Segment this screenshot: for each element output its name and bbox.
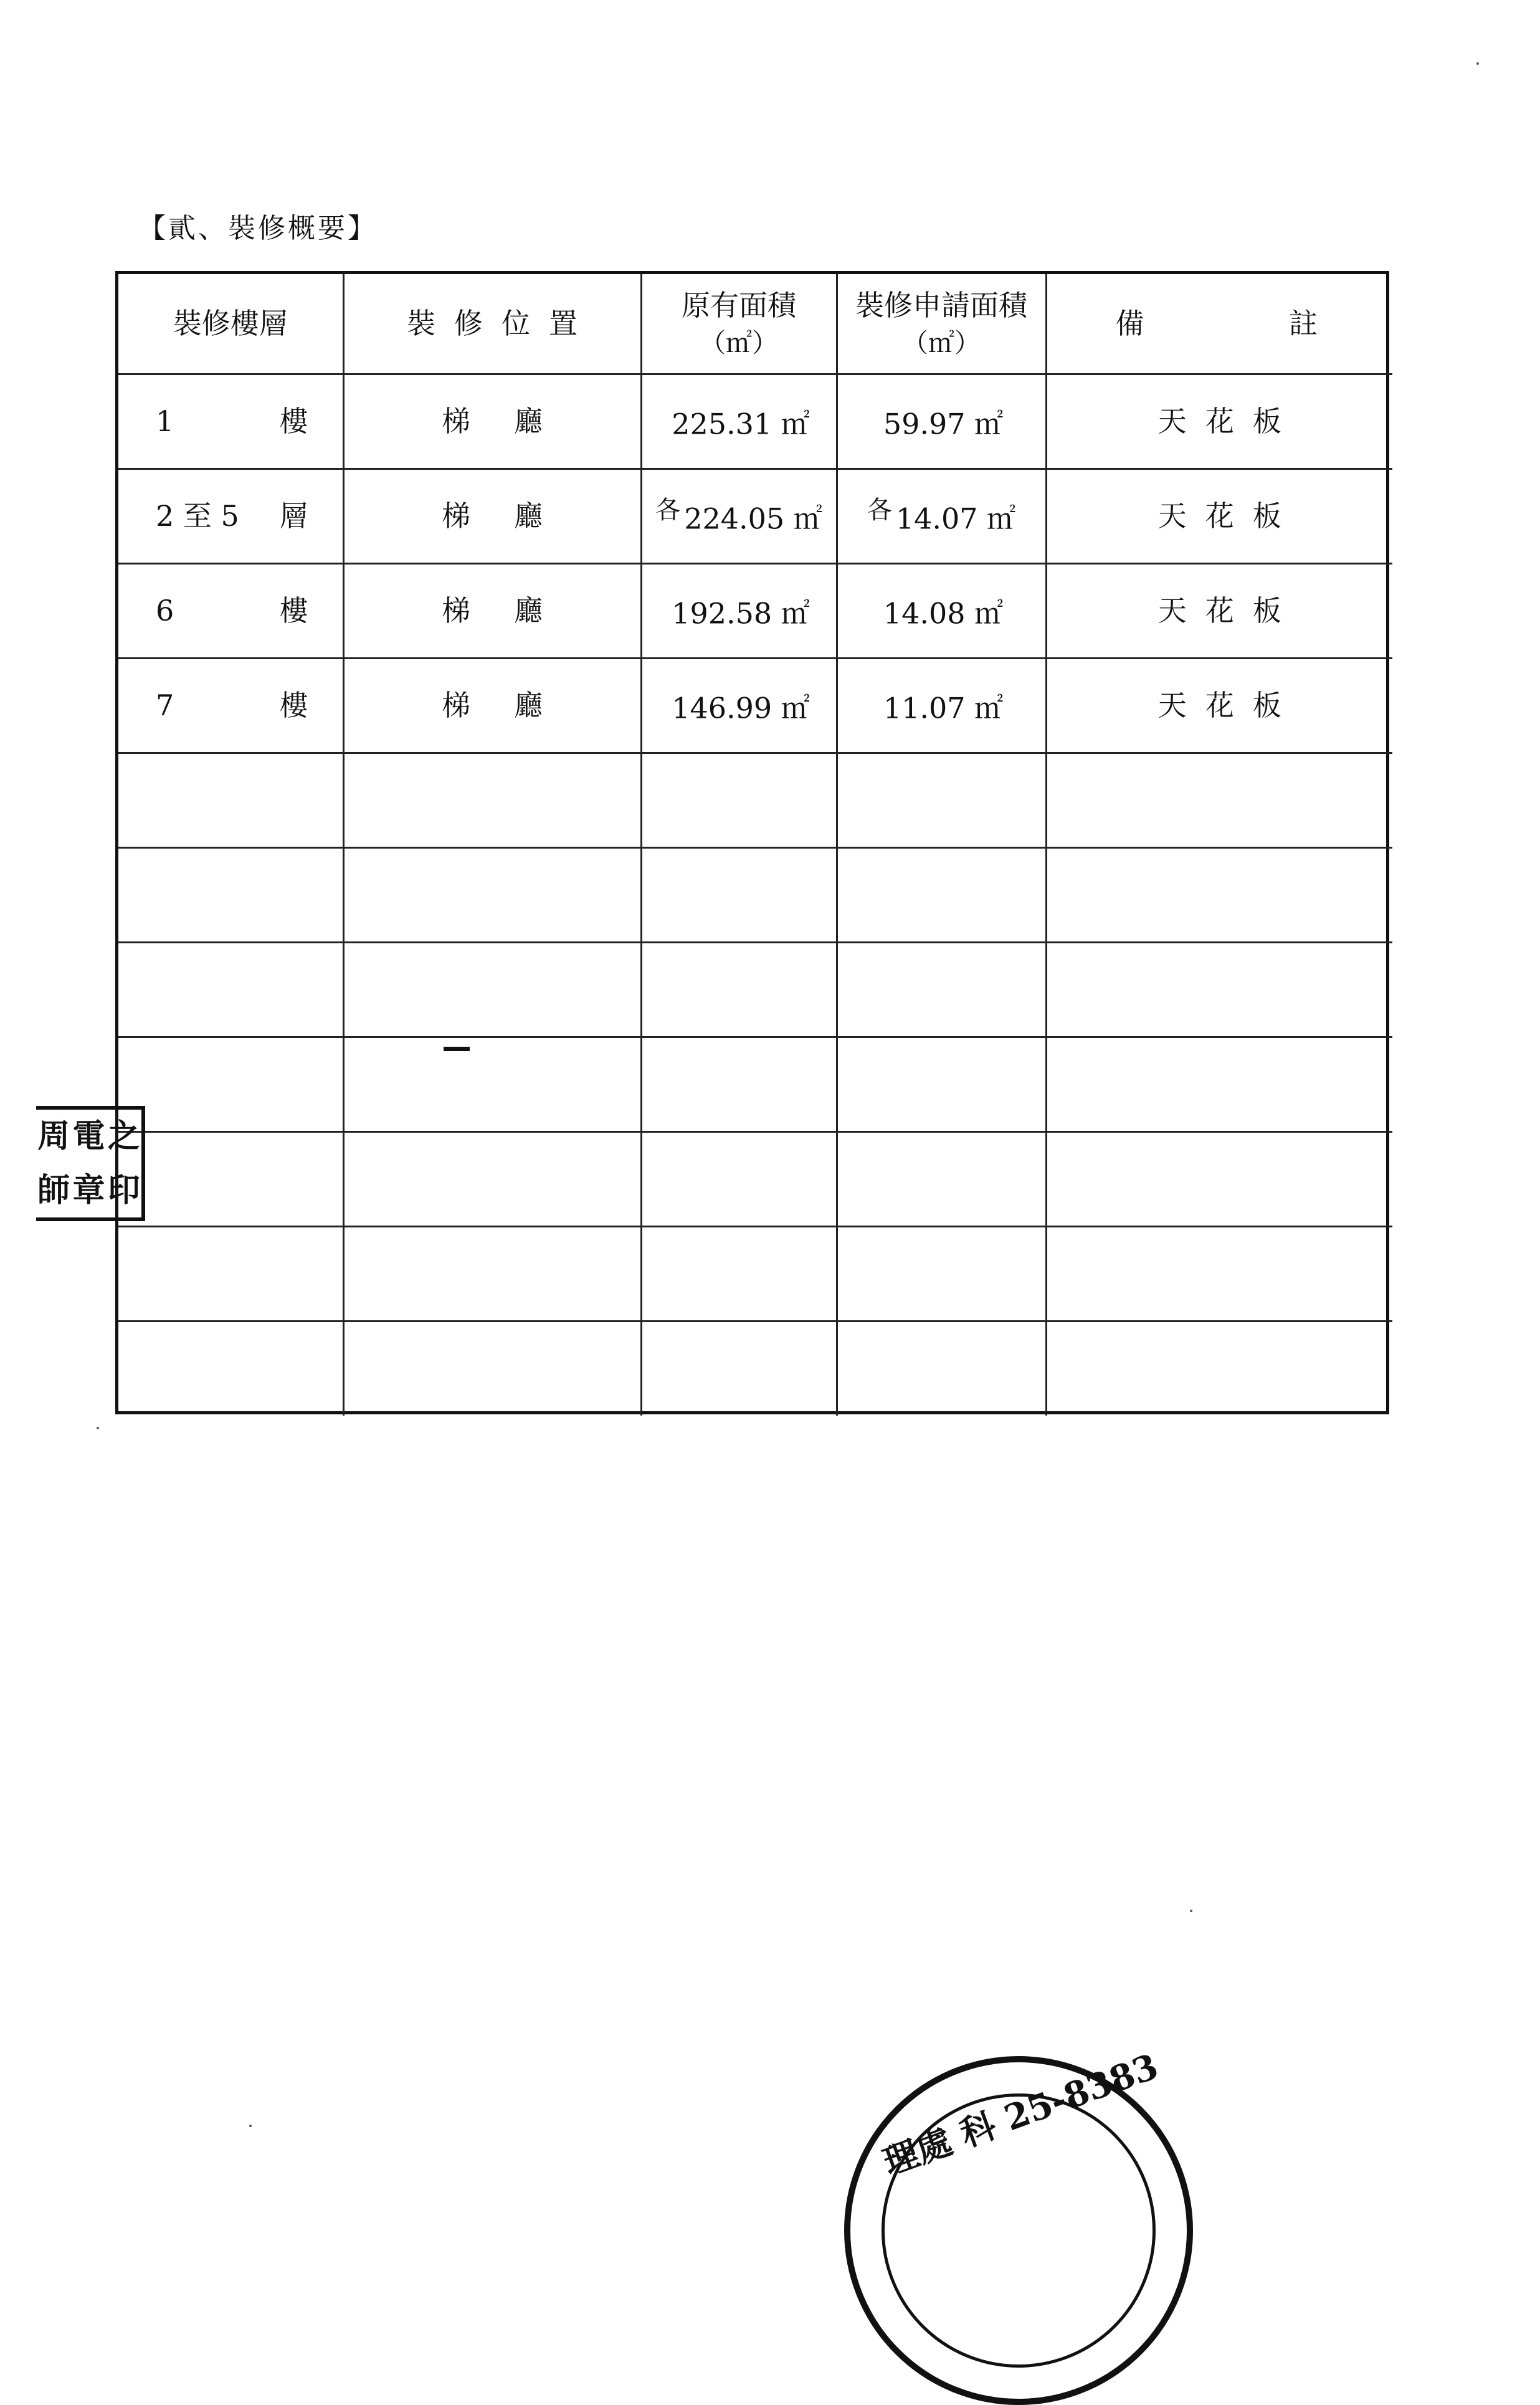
empty-table-row: [118, 1226, 1392, 1321]
stamp-text: 理處 科 25-8383: [878, 2045, 1164, 2184]
seal-char: 師: [37, 1171, 70, 1209]
note-cell: [1046, 563, 1392, 658]
table-header-row: [118, 274, 1392, 374]
floor-number: 6: [156, 593, 174, 627]
location-text: 梯廳: [442, 498, 586, 533]
note-text: 天花板: [1157, 593, 1300, 627]
speck: [1476, 62, 1479, 65]
header-original-area: [641, 274, 837, 374]
floor-cell: [118, 374, 343, 469]
note-text: 天花板: [1157, 688, 1300, 722]
empty-table-row: [118, 1321, 1392, 1416]
applied-area-value: 11.07 ㎡: [883, 691, 1004, 725]
seal-char: 章: [72, 1171, 105, 1209]
header-note-label-a: 備: [1115, 307, 1144, 341]
header-location-label: 裝修位置: [407, 307, 596, 341]
renovation-summary-table: [118, 274, 1392, 1416]
renovation-summary-table-frame: [115, 271, 1389, 1414]
empty-table-row: [118, 1037, 1392, 1131]
applied-area-prefix: 各: [867, 496, 892, 525]
note-cell: [1046, 658, 1392, 753]
original-area-prefix: 各: [655, 496, 681, 525]
header-applied-area-label: 裝修申請面積: [855, 288, 1027, 322]
original-area-value: 225.31 ㎡: [672, 407, 810, 441]
table-row: [118, 563, 1392, 658]
speck: [249, 2125, 252, 2127]
header-note-label-b: 註: [1289, 307, 1318, 341]
floor-cell: [118, 563, 343, 658]
location-cell: [343, 658, 641, 753]
seal-char: 電: [72, 1117, 105, 1155]
applied-area-value: 14.07 ㎡: [895, 502, 1016, 536]
section-heading: 【貳、裝修概要】: [138, 212, 378, 244]
floor-suffix: 樓: [279, 688, 308, 722]
location-text: 梯廳: [442, 593, 586, 627]
applied-area-cell: [837, 658, 1046, 753]
original-area-value: 192.58 ㎡: [672, 596, 810, 631]
table-row: [118, 374, 1392, 469]
location-text: 梯廳: [442, 404, 586, 438]
location-cell: [343, 563, 641, 658]
header-original-area-unit: （㎡）: [699, 328, 778, 359]
header-location: [343, 274, 641, 374]
note-cell: [1046, 469, 1392, 563]
header-original-area-label: 原有面積: [682, 288, 796, 322]
note-text: 天花板: [1157, 404, 1300, 438]
official-round-stamp: [844, 2045, 1193, 2405]
floor-cell: [118, 469, 343, 563]
header-applied-area: [837, 274, 1046, 374]
floor-suffix: 樓: [279, 593, 308, 627]
note-text: 天花板: [1157, 498, 1300, 533]
seal-char: 印: [107, 1171, 140, 1209]
header-floor: [118, 274, 343, 374]
floor-suffix: 樓: [279, 404, 308, 438]
location-cell: [343, 469, 641, 563]
applied-area-cell: [837, 374, 1046, 469]
applied-area-cell: [837, 469, 1046, 563]
empty-table-row: [118, 942, 1392, 1037]
original-area-cell: [641, 658, 837, 753]
empty-table-row: [118, 1131, 1392, 1226]
header-floor-label: 裝修樓層: [173, 307, 288, 341]
table-row: [118, 469, 1392, 563]
header-note: [1046, 274, 1392, 374]
empty-table-row: [118, 753, 1392, 847]
floor-suffix: 層: [279, 498, 308, 533]
floor-number: 1: [156, 404, 174, 438]
original-area-cell: [641, 374, 837, 469]
original-area-value: 146.99 ㎡: [672, 691, 810, 725]
architect-seal: [36, 1106, 145, 1221]
floor-number: 7: [156, 688, 174, 722]
note-cell: [1046, 374, 1392, 469]
speck: [1190, 1910, 1192, 1912]
original-area-cell: [641, 563, 837, 658]
location-cell: [343, 374, 641, 469]
speck: [97, 1427, 99, 1429]
header-applied-area-unit: （㎡）: [901, 328, 981, 359]
seal-char: 周: [37, 1117, 70, 1155]
floor-number: 2 至 5: [156, 498, 239, 533]
applied-area-cell: [837, 563, 1046, 658]
applied-area-value: 14.08 ㎡: [883, 596, 1004, 631]
applied-area-value: 59.97 ㎡: [883, 407, 1004, 441]
original-area-cell: [641, 469, 837, 563]
original-area-value: 224.05 ㎡: [684, 502, 822, 536]
floor-cell: [118, 658, 343, 753]
location-text: 梯廳: [442, 688, 586, 722]
seal-char: 之: [107, 1117, 140, 1155]
empty-table-row: [118, 847, 1392, 942]
stray-dash-mark: [444, 1047, 470, 1051]
table-row: [118, 658, 1392, 753]
